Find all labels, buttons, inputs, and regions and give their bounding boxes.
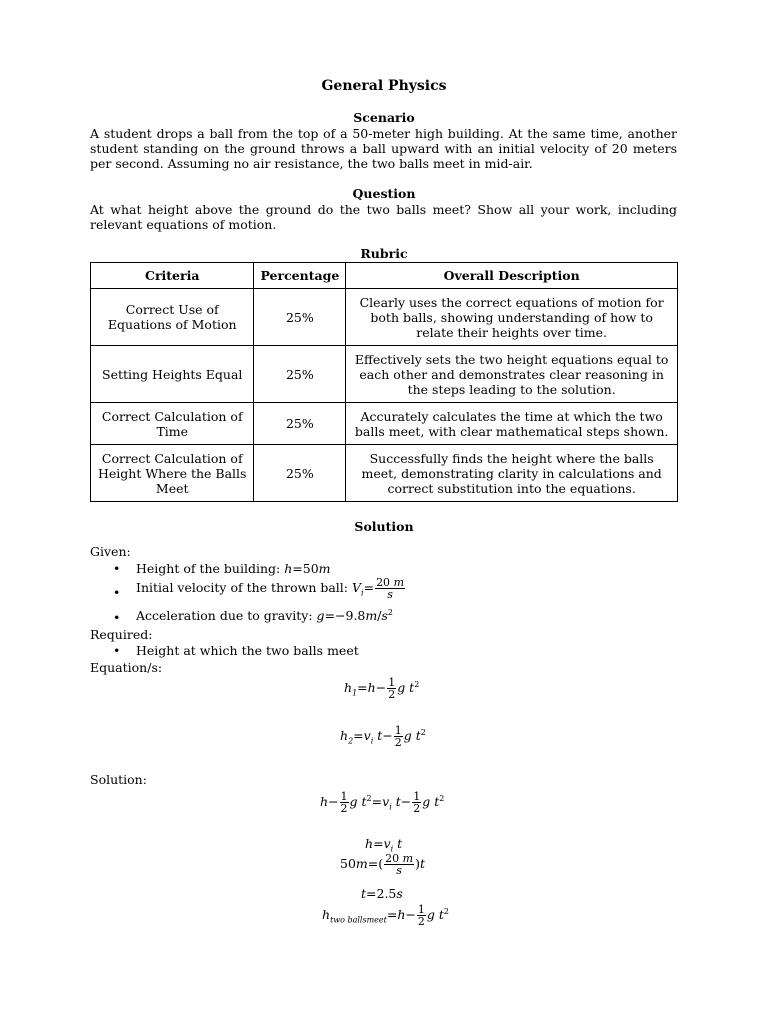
required-label: Required: (90, 627, 153, 642)
rubric-header-percentage: Percentage (254, 263, 346, 289)
equation-h1: $h_1=h-$ $\frac{1}{2}$ g $t^2$ (344, 676, 420, 701)
rubric-percentage: 25% (254, 346, 346, 403)
table-row (91, 445, 678, 502)
given-item-height: Height of the building: h=50m (136, 561, 331, 576)
table-row (91, 403, 678, 445)
rubric-percentage: 25% (254, 403, 346, 445)
rubric-table (90, 262, 678, 502)
equation-h2: $h_2=v_i$ t− $\frac{1}{2}$ g $t^2$ (340, 724, 426, 749)
rubric-criteria: Correct Use of Equations of Motion (91, 289, 254, 346)
rubric-header-description: Overall Description (346, 263, 678, 289)
required-item: Height at which the two balls meet (136, 643, 359, 658)
rubric-criteria: Correct Calculation of Height Where the Balls Meet (91, 445, 254, 502)
bullet-icon: • (113, 585, 121, 600)
rubric-percentage: 25% (254, 289, 346, 346)
rubric-header-criteria: Criteria (91, 263, 254, 289)
bullet-icon: • (113, 643, 121, 658)
rubric-percentage: 25% (254, 445, 346, 502)
rubric-description: Clearly uses the correct equations of motion for both balls, showing understanding of how to relate their heights over time. (346, 289, 678, 346)
rubric-criteria: Correct Calculation of Time (91, 403, 254, 445)
rubric-heading: Rubric (360, 246, 408, 261)
equation-h-meet: $h_{two ballsmeet}=h-$ $\frac{1}{2}$ g $t^2$ (322, 903, 449, 928)
rubric-description: Effectively sets the two height equations equal to each other and demonstrates clear reasoning in the steps leading to the solution. (346, 346, 678, 403)
given-height-value: h (284, 561, 293, 576)
rubric-criteria: Setting Heights Equal (91, 346, 254, 403)
bullet-icon: • (113, 610, 121, 625)
given-item-gravity: Acceleration due to gravity: $g=-9.8m/s^2$ (136, 608, 393, 624)
equation-time: t=2.5s (361, 886, 403, 901)
equation-substitution: 50m=( $\frac{20 m}{s}$ )t (340, 852, 425, 877)
bullet-icon: • (113, 561, 121, 576)
question-text: At what height above the ground do the two balls meet? Show all your work, including relevant equations of motion. (90, 202, 677, 232)
solution-label: Solution: (90, 772, 147, 787)
equation-h-vit: $h=v_i$ t (365, 836, 403, 854)
table-row (91, 289, 678, 346)
rubric-description: Successfully finds the height where the balls meet, demonstrating clarity in calculations and correct substitution into the equations. (346, 445, 678, 502)
table-row (91, 346, 678, 403)
scenario-text: A student drops a ball from the top of a 50-meter high building. At the same time, another student standing on the ground throws a ball upward with an initial velocity of 20 meters per second. Assuming no air resistance, the two balls meet in mid-air. (90, 126, 677, 171)
rubric-description: Accurately calculates the time at which the two balls meet, with clear mathematical steps shown. (346, 403, 678, 445)
page-title: General Physics (321, 78, 447, 94)
equation-set-equal: h− $\frac{1}{2}$ g $t^2=v_i$ t− $\frac{1}{2}$ g $t^2$ (320, 790, 445, 815)
scenario-heading: Scenario (353, 110, 415, 125)
equations-label: Equation/s: (90, 660, 163, 675)
given-label: Given: (90, 544, 131, 559)
question-heading: Question (352, 186, 416, 201)
solution-heading: Solution (354, 519, 414, 534)
given-item-velocity: Initial velocity of the thrown ball: $V_i=$ $\frac{20 m}{s}$ (136, 576, 404, 601)
rubric-header-row (91, 263, 678, 289)
